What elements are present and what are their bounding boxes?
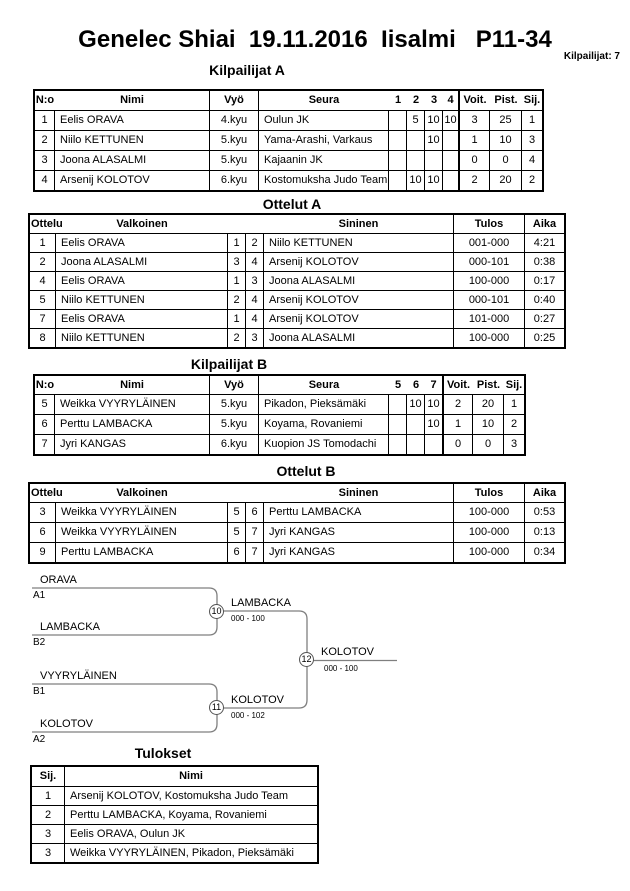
cell: 0:34: [533, 546, 556, 558]
cell: 10: [473, 415, 504, 434]
cell: 1: [528, 114, 536, 126]
cell: 2: [35, 131, 55, 150]
cell: 0:13: [533, 526, 556, 538]
header-cell: N:o: [35, 94, 55, 106]
cell: 2: [528, 174, 536, 186]
cell: 100-000: [454, 523, 525, 542]
header-cell: Seura: [308, 94, 340, 106]
bracket-entry-name: VYYRYLÄINEN: [40, 670, 117, 682]
cell: 6.kyu: [210, 435, 259, 454]
table-row: [35, 171, 542, 190]
cell: 0: [473, 435, 504, 454]
header-cell: N:o: [35, 379, 55, 391]
bracket-entry-name: KOLOTOV: [40, 718, 93, 730]
header-cell: Vyö: [210, 376, 259, 394]
cell: 10: [407, 171, 425, 190]
cell: Weikka VYYRYLÄINEN: [56, 523, 228, 542]
cell: 0:38: [533, 256, 556, 268]
cell: [407, 415, 425, 434]
table-row: [32, 787, 317, 806]
header-cell: [246, 484, 264, 502]
cell: 3: [246, 329, 264, 347]
bracket-entry-code: B2: [33, 637, 46, 648]
cell: Arsenij KOLOTOV: [264, 291, 454, 309]
cell: 000-101: [454, 291, 525, 309]
table-row: [35, 111, 542, 131]
table-row: [30, 523, 564, 543]
cell: 1: [228, 272, 246, 290]
cell: 5: [35, 395, 55, 414]
cell: 10: [443, 111, 460, 130]
table-row: [32, 806, 317, 825]
cell: 6.kyu: [210, 171, 259, 190]
bracket-entry-code: A2: [33, 734, 46, 745]
cell: 5.kyu: [210, 151, 259, 170]
cell: 5: [228, 503, 246, 522]
cell: [443, 151, 460, 170]
cell: Yama-Arashi, Varkaus: [259, 131, 389, 150]
table-header-row: [30, 484, 564, 503]
table-row: [30, 272, 564, 291]
cell: 20: [473, 395, 504, 414]
header-cell: Valkoinen: [116, 218, 168, 230]
cell: 001-000: [454, 234, 525, 252]
cell: [443, 131, 460, 150]
cell: [389, 131, 407, 150]
cell: Niilo KETTUNEN: [56, 291, 228, 309]
table-row: [30, 310, 564, 329]
cell: 2: [228, 291, 246, 309]
cell: 6: [30, 523, 56, 542]
cell: 4: [246, 291, 264, 309]
cell: 2: [510, 418, 518, 430]
cell: 1: [228, 310, 246, 328]
cell: [389, 111, 407, 130]
heading-ottelut-b: Ottelut B: [276, 463, 336, 479]
cell: 0:17: [533, 275, 556, 287]
cell: Eelis ORAVA: [56, 272, 228, 290]
cell: Kostomuksha Judo Team: [259, 171, 389, 190]
header-cell: Voit.: [463, 94, 487, 106]
kilpailijat-a-table: [33, 89, 544, 192]
cell: 0:53: [533, 506, 556, 518]
cell: 1: [444, 415, 473, 434]
header-cell: Valkoinen: [116, 487, 168, 499]
cell: 000-101: [454, 253, 525, 271]
cell: Perttu LAMBACKA: [56, 543, 228, 562]
kilpailijat-b-table: [33, 374, 526, 456]
cell: Niilo KETTUNEN: [55, 131, 210, 150]
cell: 1: [30, 234, 56, 252]
cell: [389, 171, 407, 190]
bracket-entry-name: ORAVA: [40, 574, 77, 586]
cell: 10: [425, 395, 444, 414]
header-cell: Voit.: [446, 379, 470, 391]
cell: Perttu LAMBACKA: [55, 415, 210, 434]
cell: [407, 435, 425, 454]
table-row: [32, 825, 317, 844]
match-number-circle: 10: [209, 604, 224, 619]
cell: 9: [30, 543, 56, 562]
semifinal-1-winner: LAMBACKA: [231, 597, 291, 609]
header-cell: Sij.: [505, 379, 523, 391]
header-cell: Tulos: [454, 484, 525, 502]
cell: Koyama, Rovaniemi: [259, 415, 389, 434]
header-cell: [228, 215, 246, 233]
cell: 100-000: [454, 503, 525, 522]
cell: 8: [30, 329, 56, 347]
cell: 100-000: [454, 329, 525, 347]
cell: 1: [460, 131, 490, 150]
cell: 2: [444, 395, 473, 414]
cell: Weikka VYYRYLÄINEN: [56, 503, 228, 522]
cell: Perttu LAMBACKA, Koyama, Rovaniemi: [70, 809, 267, 821]
cell: 4: [30, 272, 56, 290]
heading-kilpailijat-a: Kilpailijat A: [209, 62, 285, 78]
cell: 10: [490, 131, 522, 150]
cell: [407, 131, 425, 150]
header-cell: 5: [394, 379, 402, 391]
header-cell: Aika: [532, 487, 557, 499]
table-row: [35, 415, 524, 435]
cell: [389, 435, 407, 454]
bracket-entry-code: B1: [33, 686, 46, 697]
table-row: [35, 395, 524, 415]
cell: 100-000: [454, 543, 525, 562]
cell: 7: [35, 435, 55, 454]
cell: Niilo KETTUNEN: [264, 234, 454, 252]
cell: Jyri KANGAS: [264, 523, 454, 542]
table-row: [35, 131, 542, 151]
header-cell: Pist.: [494, 94, 518, 106]
cell: 3: [510, 438, 518, 450]
cell: 3: [246, 272, 264, 290]
cell: 1: [32, 787, 65, 805]
header-cell: 7: [425, 376, 444, 394]
cell: 10: [425, 415, 444, 434]
cell: 5.kyu: [210, 131, 259, 150]
table-row: [30, 291, 564, 310]
header-cell: 1: [394, 94, 402, 106]
cell: 4: [35, 171, 55, 190]
cell: 2: [460, 171, 490, 190]
cell: Perttu LAMBACKA: [264, 503, 454, 522]
cell: Jyri KANGAS: [264, 543, 454, 562]
cell: Eelis ORAVA, Oulun JK: [70, 828, 186, 840]
ottelut-a-table: [28, 213, 566, 349]
cell: [443, 171, 460, 190]
table-row: [35, 151, 542, 171]
match-number-circle: 11: [209, 700, 224, 715]
cell: 7: [246, 523, 264, 542]
cell: 7: [30, 310, 56, 328]
header-cell: 4: [443, 91, 460, 110]
header-cell: Nimi: [179, 770, 203, 782]
cell: 3: [528, 134, 536, 146]
cell: 0: [444, 435, 473, 454]
header-cell: [228, 484, 246, 502]
tulokset-table: [30, 765, 319, 864]
header-cell: Ottelu: [31, 218, 63, 230]
header-cell: Aika: [532, 218, 557, 230]
header-cell: 2: [412, 94, 420, 106]
cell: 10: [425, 131, 443, 150]
header-cell: Sij.: [523, 94, 541, 106]
final-winner: KOLOTOV: [321, 646, 374, 658]
cell: 4:21: [533, 237, 556, 249]
cell: 0:40: [533, 294, 556, 306]
header-cell: 6: [412, 379, 420, 391]
cell: [389, 151, 407, 170]
cell: 2: [30, 253, 56, 271]
cell: 0: [460, 151, 490, 170]
cell: [389, 395, 407, 414]
table-header-row: [30, 215, 564, 234]
heading-kilpailijat-b: Kilpailijat B: [190, 356, 268, 372]
cell: 1: [510, 398, 518, 410]
cell: Jyri KANGAS: [55, 435, 210, 454]
cell: 10: [425, 171, 443, 190]
cell: 101-000: [454, 310, 525, 328]
cell: 0:27: [533, 313, 556, 325]
table-row: [30, 329, 564, 347]
cell: Niilo KETTUNEN: [56, 329, 228, 347]
header-cell: Ottelu: [31, 487, 63, 499]
table-row: [32, 844, 317, 862]
cell: Joona ALASALMI: [264, 329, 454, 347]
cell: [425, 151, 443, 170]
header-cell: Sij.: [32, 767, 65, 786]
cell: [407, 151, 425, 170]
cell: 10: [407, 395, 425, 414]
final-score: 000 - 100: [324, 664, 358, 673]
table-row: [30, 503, 564, 523]
cell: 3: [460, 111, 490, 130]
cell: 4.kyu: [210, 111, 259, 130]
cell: Weikka VYYRYLÄINEN: [55, 395, 210, 414]
header-cell: Pist.: [476, 379, 501, 391]
cell: 2: [246, 234, 264, 252]
header-cell: Nimi: [55, 376, 210, 394]
cell: 4: [246, 253, 264, 271]
header-cell: Vyö: [210, 91, 259, 110]
cell: 1: [228, 234, 246, 252]
heading-tulokset: Tulokset: [134, 745, 192, 761]
cell: 6: [228, 543, 246, 562]
bracket-entry-name: LAMBACKA: [40, 621, 100, 633]
cell: Eelis ORAVA: [56, 310, 228, 328]
cell: 5: [30, 291, 56, 309]
bracket-entry-code: A1: [33, 590, 46, 601]
cell: 2: [32, 806, 65, 824]
cell: Joona ALASALMI: [56, 253, 228, 271]
header-cell: Seura: [308, 379, 340, 391]
participants-count: Kilpailijat: 7: [563, 51, 620, 62]
cell: 100-000: [454, 272, 525, 290]
semifinal-2-winner: KOLOTOV: [231, 694, 284, 706]
table-row: [30, 543, 564, 562]
cell: 5.kyu: [210, 395, 259, 414]
heading-ottelut-a: Ottelut A: [262, 196, 322, 212]
semifinal-2-score: 000 - 102: [231, 711, 265, 720]
cell: Arsenij KOLOTOV: [55, 171, 210, 190]
header-cell: Nimi: [55, 91, 210, 110]
cell: Arsenij KOLOTOV: [264, 310, 454, 328]
cell: 3: [32, 825, 65, 843]
cell: Eelis ORAVA: [56, 234, 228, 252]
cell: Kajaanin JK: [259, 151, 389, 170]
header-cell: [246, 215, 264, 233]
cell: 3: [228, 253, 246, 271]
header-cell: Tulos: [454, 215, 525, 233]
cell: 7: [246, 543, 264, 562]
semifinal-1-score: 000 - 100: [231, 614, 265, 623]
table-header-row: [35, 91, 542, 111]
cell: Joona ALASALMI: [55, 151, 210, 170]
cell: [389, 415, 407, 434]
table-row: [30, 234, 564, 253]
cell: 10: [425, 111, 443, 130]
cell: 3: [32, 844, 65, 862]
cell: [425, 435, 444, 454]
header-cell: Sininen: [264, 215, 454, 233]
cell: Kuopion JS Tomodachi: [259, 435, 389, 454]
cell: 4: [528, 154, 536, 166]
cell: Arsenij KOLOTOV, Kostomuksha Judo Team: [70, 790, 289, 802]
ottelut-b-table: [28, 482, 566, 564]
cell: Joona ALASALMI: [264, 272, 454, 290]
cell: 5.kyu: [210, 415, 259, 434]
cell: Pikadon, Pieksämäki: [259, 395, 389, 414]
cell: 2: [228, 329, 246, 347]
cell: Arsenij KOLOTOV: [264, 253, 454, 271]
cell: 3: [35, 151, 55, 170]
cell: 0: [490, 151, 522, 170]
page-title: Genelec Shiai 19.11.2016 Iisalmi P11-34: [78, 26, 552, 53]
cell: 5: [228, 523, 246, 542]
cell: 5: [407, 111, 425, 130]
header-cell: 3: [430, 94, 438, 106]
table-row: [30, 253, 564, 272]
cell: 3: [30, 503, 56, 522]
cell: Oulun JK: [259, 111, 389, 130]
table-row: [35, 435, 524, 454]
match-number-circle: 12: [299, 652, 314, 667]
header-cell: Sininen: [264, 484, 454, 502]
cell: 6: [35, 415, 55, 434]
cell: 20: [490, 171, 522, 190]
table-header-row: [35, 376, 524, 395]
table-header-row: [32, 767, 317, 787]
cell: 25: [490, 111, 522, 130]
cell: 6: [246, 503, 264, 522]
cell: 0:25: [533, 332, 556, 344]
cell: Weikka VYYRYLÄINEN, Pikadon, Pieksämäki: [70, 847, 294, 859]
cell: Eelis ORAVA: [55, 111, 210, 130]
cell: 1: [35, 111, 55, 130]
cell: 4: [246, 310, 264, 328]
